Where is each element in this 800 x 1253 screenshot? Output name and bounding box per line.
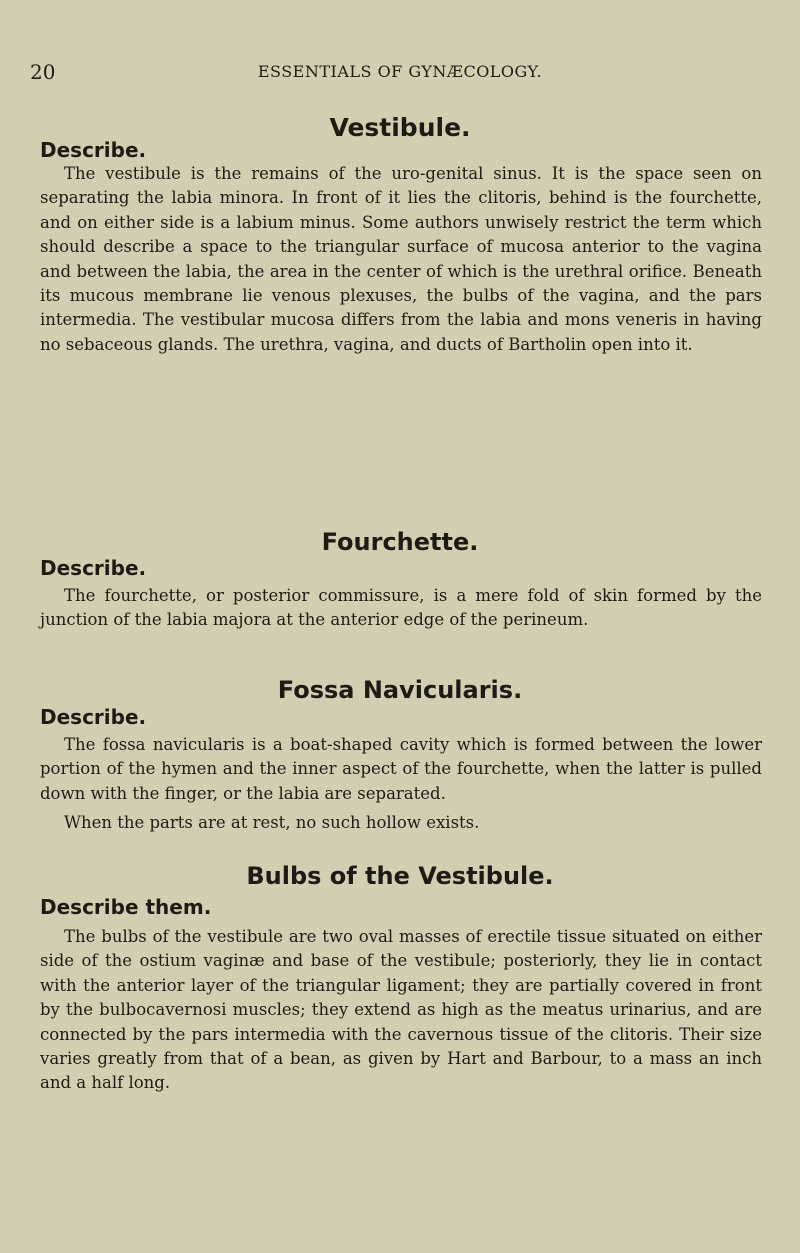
running-title: ESSENTIALS OF GYNÆCOLOGY. bbox=[257, 62, 543, 81]
section-heading: Fossa Navicularis. bbox=[277, 676, 523, 704]
question-label: Describe them. bbox=[40, 895, 212, 919]
section-heading: Bulbs of the Vestibule. bbox=[246, 862, 554, 890]
page-number: 20 bbox=[30, 60, 56, 84]
paragraph: The bulbs of the vestibule are two oval masses of erectile tissue situated on either side of the ostium vaginæ and base of the vestibule; posteriorly, they lie in contact with the anterior layer of the triangular ligament; they are partially covered in front by the bulbocavernosi muscles; they extend as high as the meatus urinarius, and are connected by the pars intermedia with the cavernous tissue of the clitoris. Their size varies greatly from that of a bean, as given by Hart and Barbour, to a mass an inch and a half long. bbox=[40, 927, 762, 1093]
question-label: Describe. bbox=[40, 556, 147, 580]
section-heading: Fourchette. bbox=[321, 528, 479, 556]
paragraph: When the parts are at rest, no such hollow exists. bbox=[64, 813, 480, 832]
question-label: Describe. bbox=[40, 138, 147, 162]
paragraph: The vestibule is the remains of the uro-genital sinus. It is the space seen on separating the labia minora. In front of it lies the clitoris, behind is the fourchette, and on either side is a labium minus. Some authors unwisely restrict the term which should describe a space to the triangular surface of mucosa anterior to the vagina and between the labia, the area in the center of which is the urethral orifice. Beneath its mucous membrane lie venous plexuses, the bulbs of the vagina, and the pars intermedia. The vestibular mucosa differs from the labia and mons veneris in having no sebaceous glands. The urethra, vagina, and ducts of Bartholin open into it. bbox=[40, 164, 762, 354]
section-heading: Vestibule. bbox=[329, 113, 471, 142]
paragraph: The fourchette, or posterior commissure, is a mere fold of skin formed by the junction of the labia majora at the anterior edge of the perineum. bbox=[40, 586, 762, 630]
paragraph: The fossa navicularis is a boat-shaped cavity which is formed between the lower portion of the hymen and the inner aspect of the fourchette, when the latter is pulled down with the finger, or the labia are separated. bbox=[40, 735, 762, 803]
question-label: Describe. bbox=[40, 705, 147, 729]
running-head bbox=[0, 60, 800, 84]
